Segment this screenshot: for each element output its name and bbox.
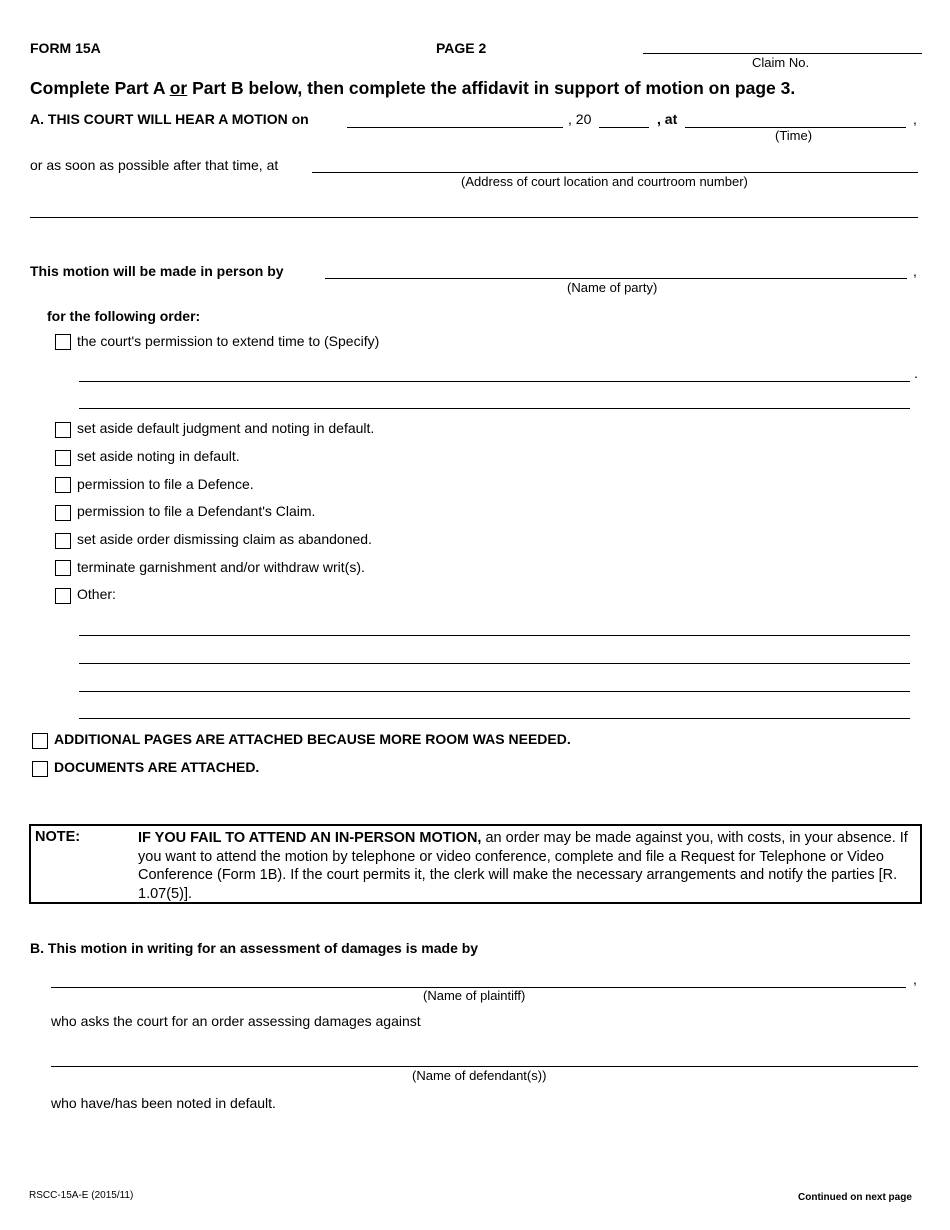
other-field-2[interactable] (79, 663, 910, 664)
note-text: IF YOU FAIL TO ATTEND AN IN-PERSON MOTION, an order may be made against you, with costs, in your absence. If you want to attend the motion by telephone or video conference, complete and file a Request for Telephone or Video Conference (Form 1B). If the court permits it, the clerk will make the necessary arrangements and notify the parties [R. 1.07(5)]. (138, 830, 908, 902)
other-label: Other: (77, 586, 116, 602)
party-name-field[interactable] (325, 278, 907, 279)
year-prefix: , 20 (568, 111, 592, 127)
asks-court-text: who asks the court for an order assessing damages against (51, 1013, 421, 1029)
terminate-garnishment-checkbox[interactable] (55, 560, 71, 576)
documents-attached-label: DOCUMENTS ARE ATTACHED. (54, 759, 260, 775)
note-box (29, 824, 922, 904)
set-aside-default-judgment-checkbox[interactable] (55, 422, 71, 438)
file-defendants-claim-label: permission to file a Defendant's Claim. (77, 503, 316, 519)
terminate-garnishment-label: terminate garnishment and/or withdraw writ(s). (77, 559, 365, 575)
file-defendants-claim-checkbox[interactable] (55, 505, 71, 521)
note-label: NOTE: (35, 829, 81, 845)
motion-date-field[interactable] (347, 127, 563, 128)
party-caption: (Name of party) (567, 280, 658, 295)
set-aside-abandoned-checkbox[interactable] (55, 533, 71, 549)
court-address-field[interactable] (312, 172, 918, 173)
claim-no-label: Claim No. (752, 55, 810, 70)
other-field-4[interactable] (79, 718, 910, 719)
hear-motion-label: A. THIS COURT WILL HEAR A MOTION on (30, 111, 309, 127)
set-aside-noting-checkbox[interactable] (55, 450, 71, 466)
extend-time-checkbox[interactable] (55, 334, 71, 350)
additional-pages-checkbox[interactable] (32, 733, 48, 749)
defendant-name-field[interactable] (51, 1066, 918, 1067)
set-aside-abandoned-label: set aside order dismissing claim as abandoned. (77, 531, 372, 547)
documents-attached-checkbox[interactable] (32, 761, 48, 777)
file-defence-checkbox[interactable] (55, 477, 71, 493)
claim-no-field[interactable] (643, 53, 922, 54)
additional-pages-label: ADDITIONAL PAGES ARE ATTACHED BECAUSE MORE ROOM WAS NEEDED. (54, 731, 571, 747)
form-code: RSCC-15A-E (2015/11) (29, 1190, 134, 1201)
in-person-label: This motion will be made in person by (30, 263, 284, 279)
motion-year-field[interactable] (599, 127, 649, 128)
address-caption: (Address of court location and courtroom number) (461, 174, 748, 189)
page-label: PAGE 2 (436, 40, 487, 56)
other-field-3[interactable] (79, 691, 910, 692)
court-address-field-2[interactable] (30, 217, 918, 218)
party-comma: , (913, 263, 917, 279)
time-caption: (Time) (775, 128, 813, 143)
set-aside-default-judgment-label: set aside default judgment and noting in default. (77, 420, 375, 436)
noted-default-text: who have/has been noted in default. (51, 1095, 276, 1111)
at-label: , at (657, 111, 678, 127)
time-comma: , (913, 111, 917, 127)
plaintiff-comma: , (913, 971, 917, 987)
set-aside-noting-label: set aside noting in default. (77, 448, 240, 464)
other-field-1[interactable] (79, 635, 910, 636)
form-number: FORM 15A (30, 40, 101, 56)
extend-time-specify-field[interactable] (79, 381, 910, 382)
file-defence-label: permission to file a Defence. (77, 476, 254, 492)
plaintiff-caption: (Name of plaintiff) (423, 988, 526, 1003)
page-title: Complete Part A or Part B below, then complete the affidavit in support of motion on page 3. (30, 78, 796, 98)
specify-period: . (914, 365, 918, 381)
following-order-label: for the following order: (47, 308, 201, 324)
extend-time-label: the court's permission to extend time to (Specify) (77, 333, 380, 349)
other-checkbox[interactable] (55, 588, 71, 604)
extend-time-specify-field-2[interactable] (79, 408, 910, 409)
defendant-caption: (Name of defendant(s)) (412, 1068, 547, 1083)
continued-next-page: Continued on next page (798, 1192, 912, 1203)
as-soon-label: or as soon as possible after that time, at (30, 157, 279, 173)
part-b-heading: B. This motion in writing for an assessment of damages is made by (30, 940, 479, 956)
